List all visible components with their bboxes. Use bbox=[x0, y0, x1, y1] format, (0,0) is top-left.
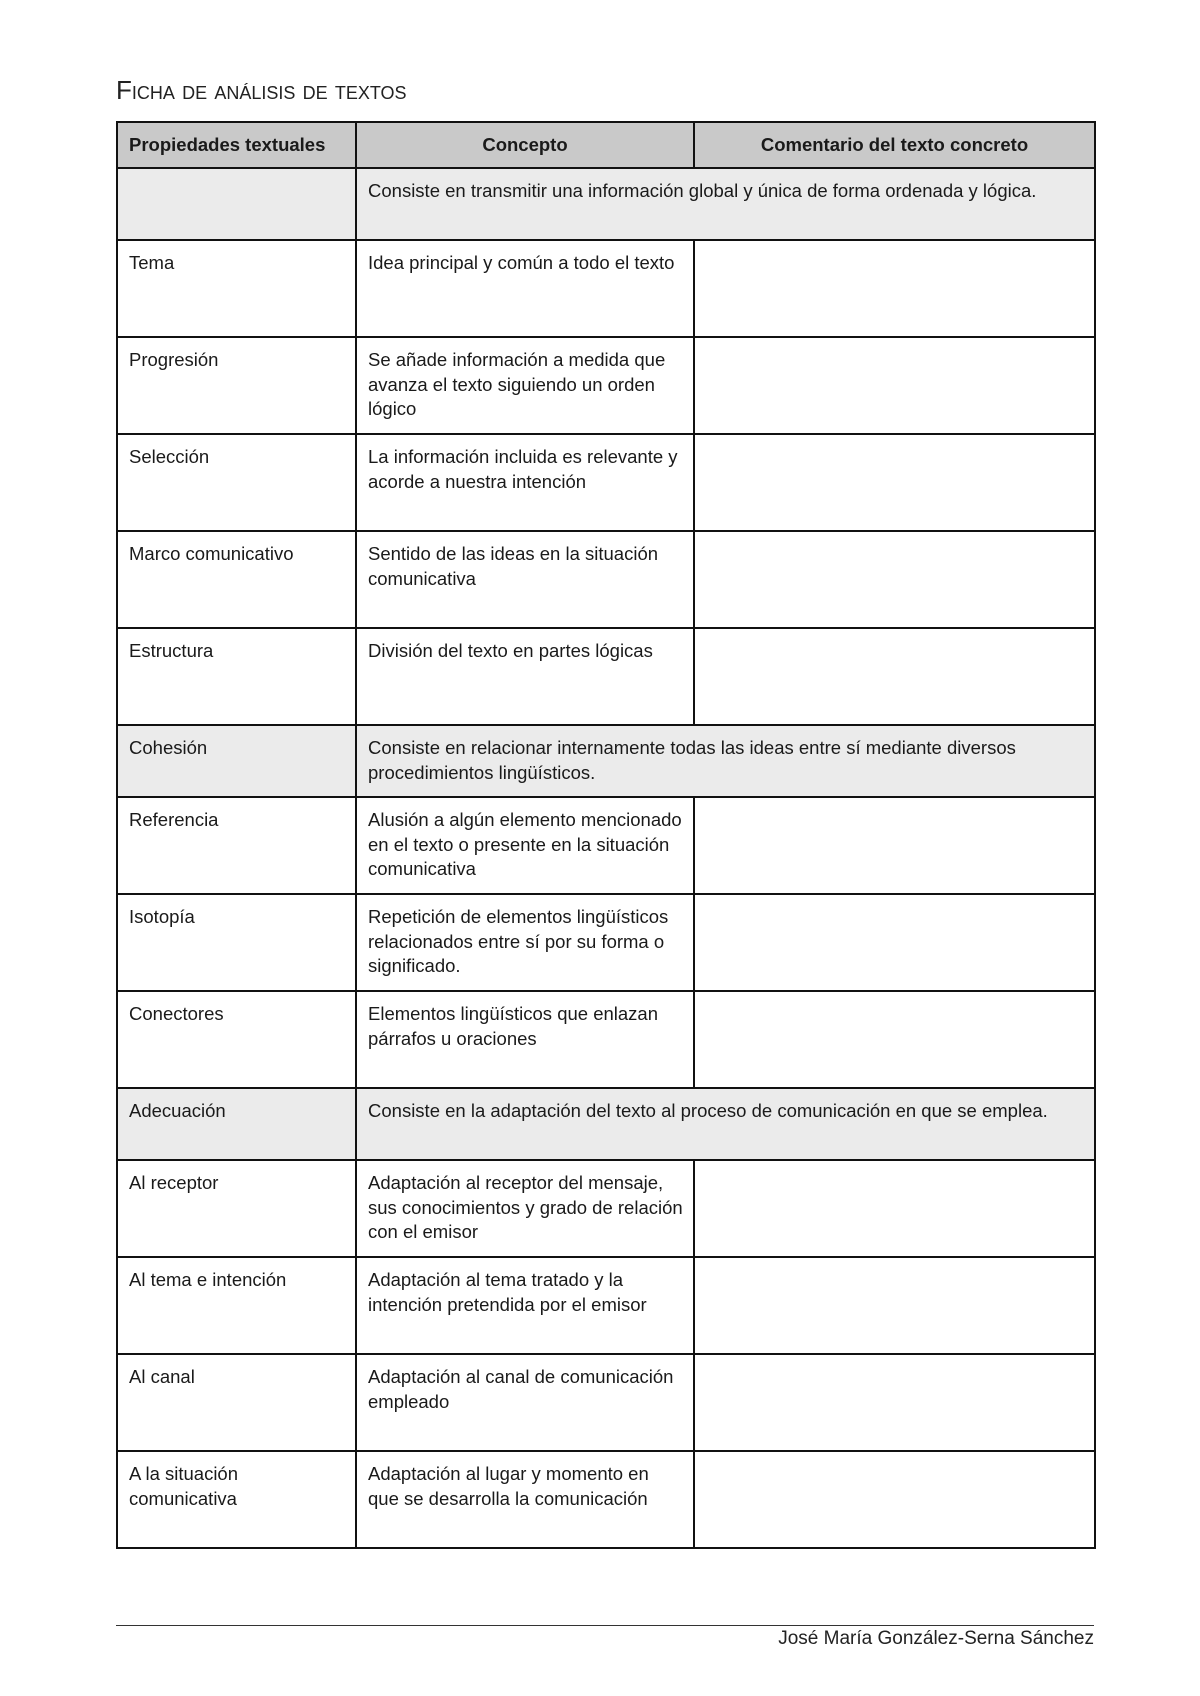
table-row bbox=[117, 531, 1095, 628]
property-cell: Al receptor bbox=[117, 1160, 356, 1257]
table-row bbox=[117, 337, 1095, 434]
footer-author: José María González-Serna Sánchez bbox=[778, 1628, 1094, 1649]
concept-cell: Consiste en relacionar internamente todas las ideas entre sí mediante diversos procedimientos lingüísticos. bbox=[356, 725, 1095, 797]
concept-cell: Elementos lingüísticos que enlazan párrafos u oraciones bbox=[356, 991, 694, 1088]
comment-cell[interactable] bbox=[694, 894, 1095, 991]
header-properties: Propiedades textuales bbox=[117, 122, 356, 168]
comment-cell[interactable] bbox=[694, 1451, 1095, 1548]
footer-divider bbox=[116, 1625, 1094, 1626]
table-row bbox=[117, 991, 1095, 1088]
concept-cell: Se añade información a medida que avanza el texto siguiendo un orden lógico bbox=[356, 337, 694, 434]
concept-cell: Adaptación al lugar y momento en que se desarrolla la comunicación bbox=[356, 1451, 694, 1548]
comment-cell[interactable] bbox=[694, 797, 1095, 894]
table-row bbox=[117, 1354, 1095, 1451]
property-cell: Estructura bbox=[117, 628, 356, 725]
table-row bbox=[117, 797, 1095, 894]
concept-cell: Consiste en la adaptación del texto al proceso de comunicación en que se emplea. bbox=[356, 1088, 1095, 1160]
header-row bbox=[117, 122, 1095, 168]
table-row bbox=[117, 434, 1095, 531]
comment-cell[interactable] bbox=[694, 531, 1095, 628]
analysis-table bbox=[116, 121, 1096, 1549]
concept-cell: División del texto en partes lógicas bbox=[356, 628, 694, 725]
table-row bbox=[117, 1451, 1095, 1548]
property-cell: Al tema e intención bbox=[117, 1257, 356, 1354]
property-cell: Cohesión bbox=[117, 725, 356, 797]
table-row bbox=[117, 1257, 1095, 1354]
property-cell: Marco comunicativo bbox=[117, 531, 356, 628]
concept-cell: Alusión a algún elemento mencionado en el texto o presente en la situación comunicativa bbox=[356, 797, 694, 894]
property-cell bbox=[117, 168, 356, 240]
property-cell: Isotopía bbox=[117, 894, 356, 991]
property-cell: Referencia bbox=[117, 797, 356, 894]
property-cell: A la situación comunicativa bbox=[117, 1451, 356, 1548]
comment-cell[interactable] bbox=[694, 240, 1095, 337]
page-title: Ficha de análisis de textos bbox=[116, 75, 407, 106]
property-cell: Adecuación bbox=[117, 1088, 356, 1160]
table-row bbox=[117, 1160, 1095, 1257]
table-row bbox=[117, 894, 1095, 991]
table-group-row bbox=[117, 168, 1095, 240]
comment-cell[interactable] bbox=[694, 1257, 1095, 1354]
comment-cell[interactable] bbox=[694, 1354, 1095, 1451]
concept-cell: Adaptación al receptor del mensaje, sus conocimientos y grado de relación con el emisor bbox=[356, 1160, 694, 1257]
table-body bbox=[117, 168, 1095, 1548]
property-cell: Selección bbox=[117, 434, 356, 531]
concept-cell: Adaptación al tema tratado y la intención pretendida por el emisor bbox=[356, 1257, 694, 1354]
comment-cell[interactable] bbox=[694, 434, 1095, 531]
concept-cell: La información incluida es relevante y acorde a nuestra intención bbox=[356, 434, 694, 531]
concept-cell: Sentido de las ideas en la situación comunicativa bbox=[356, 531, 694, 628]
property-cell: Progresión bbox=[117, 337, 356, 434]
comment-cell[interactable] bbox=[694, 1160, 1095, 1257]
table-group-row bbox=[117, 725, 1095, 797]
header-comment: Comentario del texto concreto bbox=[694, 122, 1095, 168]
table-group-row bbox=[117, 1088, 1095, 1160]
concept-cell: Consiste en transmitir una información global y única de forma ordenada y lógica. bbox=[356, 168, 1095, 240]
header-concept: Concepto bbox=[356, 122, 694, 168]
comment-cell[interactable] bbox=[694, 991, 1095, 1088]
property-cell: Conectores bbox=[117, 991, 356, 1088]
comment-cell[interactable] bbox=[694, 337, 1095, 434]
concept-cell: Repetición de elementos lingüísticos relacionados entre sí por su forma o significado. bbox=[356, 894, 694, 991]
concept-cell: Idea principal y común a todo el texto bbox=[356, 240, 694, 337]
property-cell: Al canal bbox=[117, 1354, 356, 1451]
comment-cell[interactable] bbox=[694, 628, 1095, 725]
table-row bbox=[117, 628, 1095, 725]
property-cell: Tema bbox=[117, 240, 356, 337]
table-row bbox=[117, 240, 1095, 337]
concept-cell: Adaptación al canal de comunicación empleado bbox=[356, 1354, 694, 1451]
table-header bbox=[117, 122, 1095, 168]
